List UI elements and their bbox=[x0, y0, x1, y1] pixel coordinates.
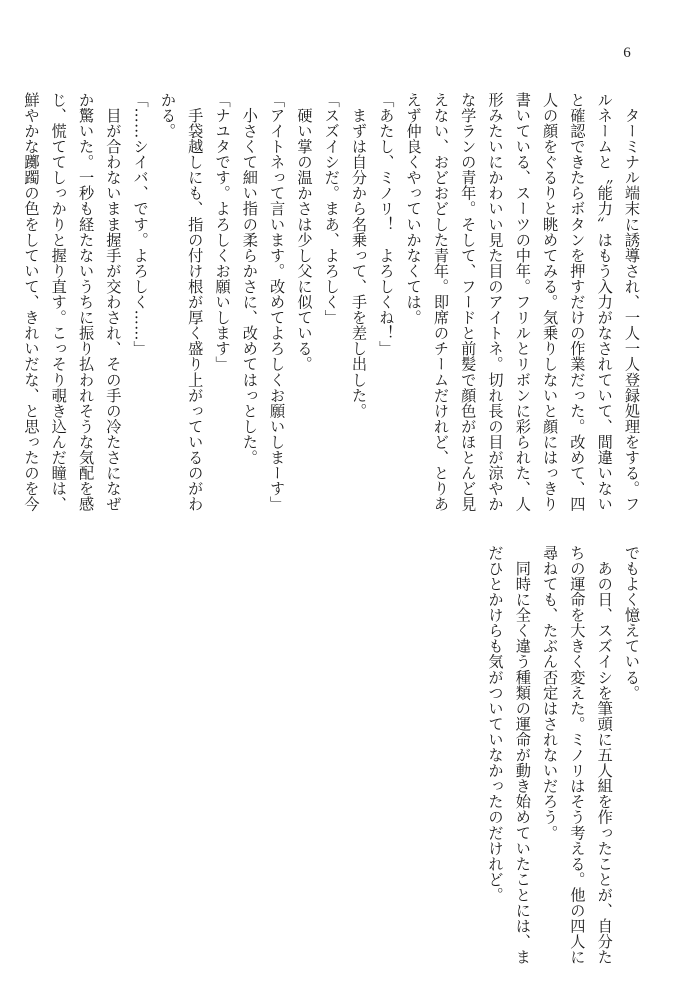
text-line: だひとかけらも気がついていなかったのだけれど。 bbox=[486, 545, 505, 903]
text-line: 手袋越しにも、指の付け根が厚く盛り上がっているのがわ bbox=[186, 92, 205, 512]
text-line: えず仲良くやっていかなくては。 bbox=[404, 92, 423, 326]
text-line: ルネームと〝能力〟はもう入力がなされていて、間違いない bbox=[595, 92, 614, 512]
text-line: 尋ねても、たぶん否定はされないだろう。 bbox=[541, 545, 560, 841]
text-line: じ、慌ててしっかりと握り直す。こっそり覗き込んだ瞳は、 bbox=[49, 92, 68, 512]
page-number: 6 bbox=[623, 45, 631, 61]
lower-text-block bbox=[481, 545, 645, 981]
text-line: あの日、スズイシを筆頭に五人組を作ったことが、自分た bbox=[595, 545, 614, 965]
text-line: ちの運命を大きく変えた。ミノリはそう考える。他の四人に bbox=[568, 545, 587, 965]
text-line: 小さくて細い指の柔らかさに、改めてはっとした。 bbox=[240, 92, 259, 466]
text-line: まずは自分から名乗って、手を差し出した。 bbox=[350, 92, 369, 419]
text-line: かる。 bbox=[158, 92, 177, 139]
text-line: ターミナル端末に誘導され、一人一人登録処理をする。フ bbox=[623, 92, 641, 512]
text-line: 硬い掌の温かさは少し父に似ている。 bbox=[295, 92, 314, 372]
text-line: 鮮やかな躑躅の色をしていて、きれいだな、と思ったのを今 bbox=[22, 92, 41, 512]
dialogue-line: 「アイトネって言います。改めてよろしくお願いしまーす」 bbox=[268, 92, 287, 512]
text-line: 人の顔をぐるりと眺めてみる。気乗りしないと顔にはっきり bbox=[541, 92, 560, 512]
text-line: と確認できたらボタンを押すだけの作業だった。改めて、四 bbox=[568, 92, 587, 512]
text-line: でもよく憶えている。 bbox=[623, 545, 641, 701]
text-line: 書いている、スーツの中年。フリルとリボンに彩られた、人 bbox=[513, 92, 532, 512]
text-line: か驚いた。一秒も経たないうちに振り払われそうな気配を感 bbox=[77, 92, 96, 512]
dialogue-line: 「あたし、ミノリ！ よろしくね！」 bbox=[377, 92, 396, 357]
text-line: 目が合わないまま握手が交わされ、その手の冷たさになぜ bbox=[104, 92, 123, 512]
dialogue-line: 「スズイシだ。まあ、よろしく」 bbox=[322, 92, 341, 326]
dialogue-line: 「ナユタです。よろしくお願いします」 bbox=[213, 92, 232, 372]
text-line: 同時に全く違う種類の運命が動き始めていたことには、ま bbox=[513, 545, 532, 965]
dialogue-line: 「……シイバ、です。よろしく……」 bbox=[131, 92, 150, 357]
text-line: えない、おどおどした青年。即席のチームだけれど、とりあ bbox=[431, 92, 450, 512]
text-line: な学ランの青年。そして、フードと前髪で顔色がほとんど見 bbox=[459, 92, 478, 512]
text-line: 形みたいにかわいい見た目のアイトネ。切れ長の目が涼やか bbox=[486, 92, 505, 512]
upper-text-block bbox=[17, 92, 645, 528]
